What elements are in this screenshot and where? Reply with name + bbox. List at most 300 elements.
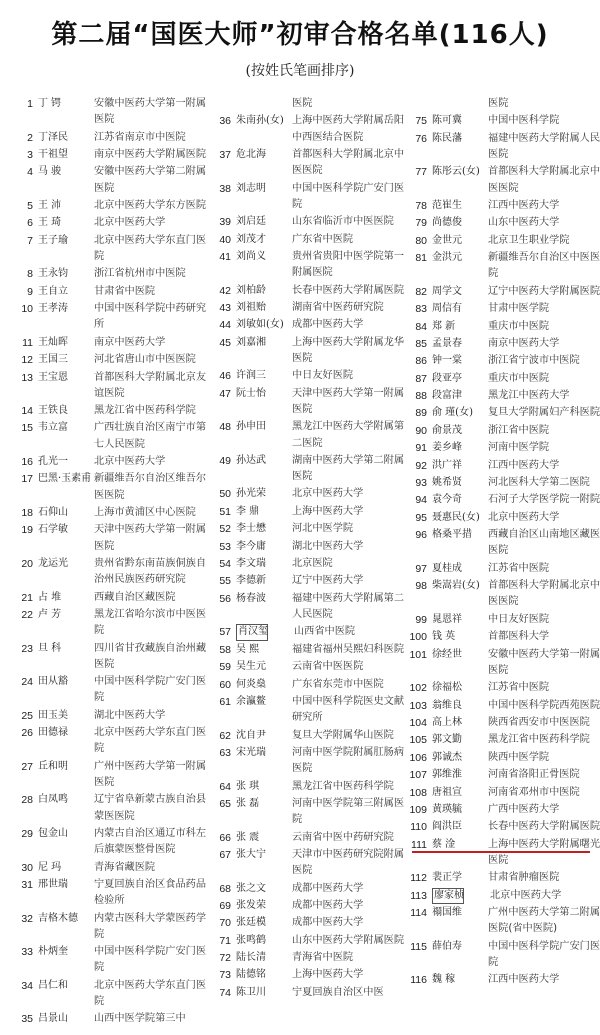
entry-name: 金洪元 <box>432 252 462 264</box>
entry-institution: 福建中医药大学附属第二人民医院 <box>292 592 405 621</box>
list-item <box>14 215 214 231</box>
list-item <box>408 819 600 835</box>
entry-name: 田玉美 <box>38 709 68 721</box>
entry-name: 柴嵩岩(女) <box>432 580 480 592</box>
entry-number: 114 <box>410 907 427 920</box>
list-item <box>408 96 600 112</box>
entry-institution: 内蒙古自治区通辽市科左后旗蒙医整骨医院 <box>94 827 207 856</box>
entry-number: 39 <box>219 216 231 229</box>
entry-number: 58 <box>219 643 231 656</box>
entry-name: 卢 芳 <box>38 609 62 621</box>
entry-institution: 上海中医药大学附属龙华医院 <box>292 336 405 364</box>
entry-institution: 中国中医科学院医史文献研究所 <box>292 695 405 724</box>
list-item <box>408 870 600 886</box>
entry-institution: 江苏省南京市中医院 <box>94 131 186 143</box>
list-item <box>212 881 412 897</box>
entry-name: 王自立 <box>38 285 68 297</box>
entry-institution: 复旦大学附属妇产科医院 <box>488 407 600 419</box>
entry-number: 83 <box>415 303 427 316</box>
entry-number: 34 <box>21 979 33 992</box>
entry-number: 90 <box>415 424 427 437</box>
entry-institution: 江西中医药大学 <box>488 974 560 986</box>
entry-institution: 贵州省黔东南苗族侗族自治州民族医药研究院 <box>94 558 207 586</box>
list-item <box>14 1011 214 1027</box>
entry-name: 马 骏 <box>38 166 62 178</box>
highlight-underline <box>412 851 590 853</box>
entry-name: 张大宁 <box>236 848 266 860</box>
entry-number: 113 <box>410 889 427 902</box>
entry-number: 21 <box>21 591 33 604</box>
list-item <box>408 336 600 352</box>
entry-number: 59 <box>219 661 231 674</box>
entry-number: 99 <box>415 613 427 626</box>
list-item <box>14 454 214 470</box>
list-item <box>408 475 600 491</box>
list-item <box>408 939 600 971</box>
list-item <box>408 371 600 387</box>
list-item <box>212 830 412 846</box>
entry-name: 翁维良 <box>432 699 462 711</box>
entry-number: 96 <box>415 529 427 542</box>
entry-name: 朱南孙(女) <box>236 115 284 127</box>
entry-institution: 黑龙江中医药大学 <box>488 390 570 402</box>
entry-number: 70 <box>219 917 231 930</box>
entry-name: 段亚亭 <box>432 372 462 384</box>
entry-number: 101 <box>409 648 427 661</box>
entry-name: 孙达武 <box>236 454 266 466</box>
entry-number: 28 <box>21 794 33 807</box>
list-item <box>212 317 412 333</box>
list-item <box>212 591 412 623</box>
entry-institution: 首都医科大学附属北京友谊医院 <box>94 371 207 399</box>
entry-number: 81 <box>415 252 427 265</box>
entry-name: 俞 瑾(女) <box>432 407 473 419</box>
entry-name: 王宝恩 <box>38 371 68 383</box>
entry-institution: 北京中医药大学 <box>94 456 166 468</box>
entry-institution: 青海省藏医院 <box>94 861 156 873</box>
list-item <box>14 725 214 757</box>
entry-name: 白凤鸣 <box>38 794 68 806</box>
entry-institution: 上海中医药大学 <box>292 969 364 981</box>
entry-name: 姜乡峰 <box>432 442 462 454</box>
entry-institution: 广州中医药大学第二附属医院(省中医院) <box>488 907 600 935</box>
entry-institution: 山西中医学院第三中 <box>94 1013 186 1025</box>
entry-name: 吕仁和 <box>38 979 68 991</box>
entry-number: 40 <box>219 233 231 246</box>
entry-number: 60 <box>219 678 231 691</box>
entry-name: 刘茂才 <box>236 233 266 245</box>
list-item <box>212 933 412 949</box>
entry-number: 111 <box>411 838 427 851</box>
entry-institution: 上海中医药大学附属曙光医院 <box>488 838 600 866</box>
list-item <box>408 113 600 129</box>
entry-number: 74 <box>219 986 231 999</box>
entry-number: 51 <box>219 505 231 518</box>
entry-number: 37 <box>219 148 231 161</box>
entry-name: 许润三 <box>236 370 266 382</box>
entry-institution: 中国中医科学院西苑医院 <box>488 699 600 711</box>
entry-institution: 河南中医学院第三附属医院 <box>292 797 405 826</box>
entry-number: 82 <box>415 285 427 298</box>
entry-number: 78 <box>415 199 427 212</box>
list-item <box>14 522 214 554</box>
entry-number: 46 <box>219 370 231 383</box>
entry-number: 2 <box>27 131 33 144</box>
list-item <box>408 680 600 696</box>
entry-name: 石学敏 <box>38 524 68 536</box>
entry-name: 孟景春 <box>432 337 462 349</box>
entry-name: 黄瑛毓 <box>432 803 462 815</box>
entry-name: 洪广祥 <box>432 459 462 471</box>
list-item <box>14 708 214 724</box>
entry-institution: 中日友好医院 <box>488 613 550 625</box>
entry-number: 35 <box>21 1013 33 1026</box>
entry-institution: 山东中医药大学 <box>488 217 560 229</box>
entry-institution: 石河子大学医学院一附院 <box>488 494 600 506</box>
entry-name: 王铁良 <box>38 405 68 417</box>
entry-name: 尼 玛 <box>38 861 62 873</box>
entry-name: 禤国维 <box>432 907 462 919</box>
entry-name: 王 琦 <box>38 217 62 229</box>
list-item <box>408 250 600 282</box>
list-item <box>212 504 412 520</box>
entry-name: 郭诚杰 <box>432 751 462 763</box>
entry-name: 王 沛 <box>38 199 62 211</box>
entry-number: 115 <box>410 940 427 953</box>
entry-number: 67 <box>219 848 231 861</box>
entry-name: 张发荣 <box>236 899 266 911</box>
entry-number: 68 <box>219 882 231 895</box>
entry-name: 姚希贤 <box>432 477 462 489</box>
entry-name: 刘敏如(女) <box>236 319 284 331</box>
entry-institution: 江西中医药大学 <box>488 199 560 211</box>
entry-number: 42 <box>219 284 231 297</box>
list-item <box>408 561 600 577</box>
entry-name: 张之文 <box>236 882 266 894</box>
entry-institution: 湖南省中医药研究院 <box>292 301 384 313</box>
entry-number: 13 <box>21 371 33 384</box>
entry-name: 金世元 <box>432 234 462 246</box>
entry-name: 刘尚义 <box>236 250 266 262</box>
page-title: 第二届“国医大师”初审合格名单(116人) <box>51 20 549 50</box>
entry-number: 18 <box>21 507 33 520</box>
entry-number: 95 <box>415 511 427 524</box>
entry-institution: 重庆市中医院 <box>488 320 550 332</box>
entry-institution: 北京中医药大学 <box>292 488 364 500</box>
list-item <box>408 510 600 526</box>
entry-number: 104 <box>409 716 427 729</box>
entry-institution: 安徽中医药大学第二附属医院 <box>94 166 207 194</box>
list-item <box>14 792 214 824</box>
entry-institution: 云南省中医中药研究院 <box>292 831 394 843</box>
entry-number: 31 <box>21 878 33 891</box>
entry-institution: 广州中医药大学第一附属医院 <box>94 760 207 788</box>
entry-institution: 北京中医药大学东方医院 <box>94 199 207 211</box>
entry-name: 王孝涛 <box>38 303 68 315</box>
entry-institution: 上海中医药大学 <box>292 505 364 517</box>
entry-institution: 山东省临沂市中医医院 <box>292 216 394 228</box>
entry-institution: 长春中医药大学附属医院 <box>292 284 405 296</box>
entry-number: 61 <box>219 695 231 708</box>
list-item <box>212 249 412 281</box>
entry-institution: 天津市中医药研究院附属医院 <box>292 848 405 877</box>
entry-number: 56 <box>219 592 231 605</box>
list-item <box>212 283 412 299</box>
entry-institution: 甘肃中医学院 <box>488 303 550 315</box>
list-item <box>14 370 214 402</box>
entry-institution: 陕西省西安市中医医院 <box>488 716 590 728</box>
entry-institution: 天津中医药大学第一附属医院 <box>94 524 207 552</box>
entry-name: 杨春波 <box>236 592 266 604</box>
entry-number: 54 <box>219 558 231 571</box>
entry-number: 45 <box>219 336 231 349</box>
entry-name: 钱 英 <box>432 631 456 643</box>
entry-institution: 浙江省宁波市中医院 <box>488 355 580 367</box>
entry-number: 33 <box>21 946 33 959</box>
entry-institution: 山西省中医院 <box>294 626 356 638</box>
entry-number: 73 <box>219 969 231 982</box>
entry-institution: 南京中医药大学 <box>488 337 560 349</box>
entry-number: 23 <box>21 642 33 655</box>
entry-number: 100 <box>409 631 427 644</box>
list-item <box>14 420 214 452</box>
list-item <box>408 440 600 456</box>
entry-name: 俞景茂 <box>432 424 462 436</box>
entry-institution: 江苏省中医院 <box>488 562 550 574</box>
entry-number: 94 <box>415 494 427 507</box>
entry-number: 72 <box>219 952 231 965</box>
entry-number: 12 <box>21 354 33 367</box>
list-item <box>212 573 412 589</box>
list-item <box>408 578 600 610</box>
entry-name: 聂惠民(女) <box>432 511 480 523</box>
list-item <box>14 233 214 265</box>
list-item <box>14 607 214 639</box>
entry-name: 丘和明 <box>38 760 68 772</box>
entry-number: 15 <box>21 422 33 435</box>
entry-number: 75 <box>415 115 427 128</box>
entry-institution: 黑龙江省中医药科学院 <box>94 405 196 417</box>
entry-number: 71 <box>219 934 231 947</box>
list-item <box>14 164 214 196</box>
entry-number: 102 <box>409 682 427 695</box>
entry-institution: 四川省甘孜藏族自治州藏医院 <box>94 642 207 670</box>
name-column-2 <box>212 96 412 1031</box>
entry-number: 17 <box>21 473 33 486</box>
entry-number: 11 <box>22 336 33 349</box>
entry-number: 14 <box>21 405 33 418</box>
list-item <box>408 301 600 317</box>
entry-institution: 河北医科大学第二医院 <box>488 477 590 489</box>
entry-institution: 贵州省贵阳中医学院第一附属医院 <box>292 250 405 279</box>
entry-institution: 南京中医药大学 <box>94 336 166 348</box>
entry-number: 62 <box>219 729 231 742</box>
entry-institution: 湖北中医药大学 <box>292 540 364 552</box>
entry-name: 石仰山 <box>38 507 68 519</box>
entry-name: 刘柏龄 <box>236 284 266 296</box>
entry-institution: 黑龙江省哈尔滨市中医医院 <box>94 609 207 637</box>
list-item <box>408 233 600 249</box>
list-item <box>14 759 214 791</box>
entry-name: 郭维淮 <box>432 769 462 781</box>
entry-number: 105 <box>409 734 427 747</box>
entry-number: 29 <box>21 827 33 840</box>
list-item <box>14 911 214 943</box>
entry-institution: 医院 <box>488 98 509 109</box>
list-item <box>212 181 412 213</box>
entry-institution: 西藏自治区山南地区藏医医院 <box>488 529 600 557</box>
entry-name: 余瀛鳌 <box>236 695 266 707</box>
list-item <box>212 113 412 145</box>
entry-name: 晁恩祥 <box>432 613 462 625</box>
list-item <box>212 779 412 795</box>
entry-name: 肖汉玺 <box>236 624 268 640</box>
entry-number: 43 <box>219 301 231 314</box>
entry-institution: 青海省中医院 <box>292 952 354 964</box>
entry-institution: 成都中医药大学 <box>292 899 364 911</box>
entry-institution: 中国中医科学院广安门医院 <box>488 940 600 968</box>
list-item <box>212 300 412 316</box>
entry-institution: 成都中医药大学 <box>292 882 364 894</box>
entry-name: 裴正学 <box>432 872 462 884</box>
entry-name: 张 琪 <box>236 780 260 792</box>
list-item <box>14 826 214 858</box>
entry-institution: 湖北中医药大学 <box>94 709 166 721</box>
entry-number: 22 <box>21 609 33 622</box>
list-item <box>14 266 214 282</box>
entry-institution: 河南省洛阳正骨医院 <box>488 769 580 781</box>
entry-number: 85 <box>415 337 427 350</box>
entry-name: 朴炳奎 <box>38 946 68 958</box>
list-item <box>408 629 600 645</box>
entry-number: 41 <box>219 250 231 263</box>
entry-name: 郑 新 <box>432 320 456 332</box>
entry-number: 38 <box>219 182 231 195</box>
entry-name: 陈民藩 <box>432 132 462 144</box>
list-item <box>408 198 600 214</box>
list-item <box>408 423 600 439</box>
list-item <box>212 967 412 983</box>
entry-institution: 新疆维吾尔自治区中医医院 <box>488 252 600 280</box>
entry-institution: 首都医科大学附属北京中医医院 <box>488 580 600 608</box>
entry-name: 徐福松 <box>432 682 462 694</box>
entry-institution: 福建中医药大学附属人民医院 <box>488 132 600 160</box>
list-item <box>14 130 214 146</box>
entry-institution: 广西中医药大学 <box>488 803 560 815</box>
list-item <box>408 767 600 783</box>
list-item <box>212 486 412 502</box>
entry-number: 93 <box>415 477 427 490</box>
entry-number: 89 <box>415 407 427 420</box>
list-item <box>14 944 214 976</box>
entry-institution: 陕西中医学院 <box>488 751 550 763</box>
entry-name: 袁今奇 <box>432 494 462 506</box>
entry-name: 周信有 <box>432 303 462 315</box>
list-item <box>212 694 412 726</box>
entry-number: 98 <box>415 580 427 593</box>
entry-institution: 河南中医学院 <box>488 442 550 454</box>
entry-name: 薛伯寿 <box>432 940 462 952</box>
entry-institution: 重庆市中医院 <box>488 372 550 384</box>
entry-institution: 成都中医药大学 <box>292 917 364 929</box>
list-item <box>212 214 412 230</box>
entry-name: 田从豁 <box>38 676 68 688</box>
entry-number: 103 <box>409 699 427 712</box>
entry-institution: 首都医科大学附属北京中医医院 <box>488 166 600 194</box>
name-column-3 <box>408 96 600 1031</box>
entry-number: 10 <box>21 303 33 316</box>
entry-number: 53 <box>219 540 231 553</box>
entry-number: 16 <box>21 456 33 469</box>
entry-number: 26 <box>21 727 33 740</box>
list-item <box>14 352 214 368</box>
list-item <box>212 898 412 914</box>
entry-institution: 浙江省中医院 <box>488 424 550 436</box>
entry-number: 19 <box>21 524 33 537</box>
entry-name: 郭文勤 <box>432 734 462 746</box>
entry-name: 王子瑜 <box>38 234 68 246</box>
entry-name: 周学文 <box>432 285 462 297</box>
entry-institution: 北京中医药大学东直门医院 <box>94 727 207 755</box>
list-item <box>408 215 600 231</box>
list-item <box>212 915 412 931</box>
entry-number: 32 <box>21 912 33 925</box>
list-item <box>212 147 412 179</box>
entry-institution: 西藏自治区藏医院 <box>94 591 176 603</box>
entry-name: 刘志明 <box>236 182 266 194</box>
entry-name: 刘启廷 <box>236 216 266 228</box>
entry-institution: 长春中医药大学附属医院 <box>488 821 600 833</box>
list-item <box>408 732 600 748</box>
entry-institution: 北京中医药大学 <box>94 217 166 229</box>
entry-institution: 河南中医学院附属肛肠病医院 <box>292 746 405 775</box>
entry-name: 巴黑·玉素甫 <box>38 473 92 485</box>
entry-institution: 河南省邓州市中医院 <box>488 786 580 798</box>
entry-name: 宋光瑞 <box>236 746 266 758</box>
entry-number: 44 <box>219 319 231 332</box>
entry-institution: 中国中医科学院广安门医院 <box>94 676 207 704</box>
list-item <box>212 847 412 879</box>
list-item <box>212 642 412 658</box>
entry-institution: 黑龙江省中医药科学院 <box>292 780 394 792</box>
entry-number: 52 <box>219 523 231 536</box>
list-item <box>408 388 600 404</box>
entry-name: 孙申田 <box>236 421 266 433</box>
entry-number: 69 <box>219 899 231 912</box>
entry-name: 王灿晖 <box>38 336 68 348</box>
entry-institution: 云南省中医医院 <box>292 661 364 673</box>
list-item <box>212 659 412 675</box>
list-item <box>408 164 600 196</box>
entry-number: 3 <box>27 148 33 161</box>
entry-institution: 新疆维吾尔自治区维吾尔医医院 <box>94 473 207 501</box>
entry-name: 张 磊 <box>236 797 260 809</box>
list-item <box>212 335 412 367</box>
entry-name: 范崔生 <box>432 199 462 211</box>
entry-name: 孙光荣 <box>236 488 266 500</box>
list-item <box>212 368 412 384</box>
entry-number: 5 <box>27 199 33 212</box>
entry-number: 6 <box>27 217 33 230</box>
entry-number: 84 <box>415 320 427 333</box>
entry-number: 108 <box>409 786 427 799</box>
list-item <box>408 353 600 369</box>
name-column-1 <box>14 96 214 1031</box>
entry-name: 张 震 <box>236 831 260 843</box>
list-item <box>212 745 412 777</box>
entry-name: 唐祖宣 <box>432 786 462 798</box>
entry-name: 旦 科 <box>38 642 62 654</box>
